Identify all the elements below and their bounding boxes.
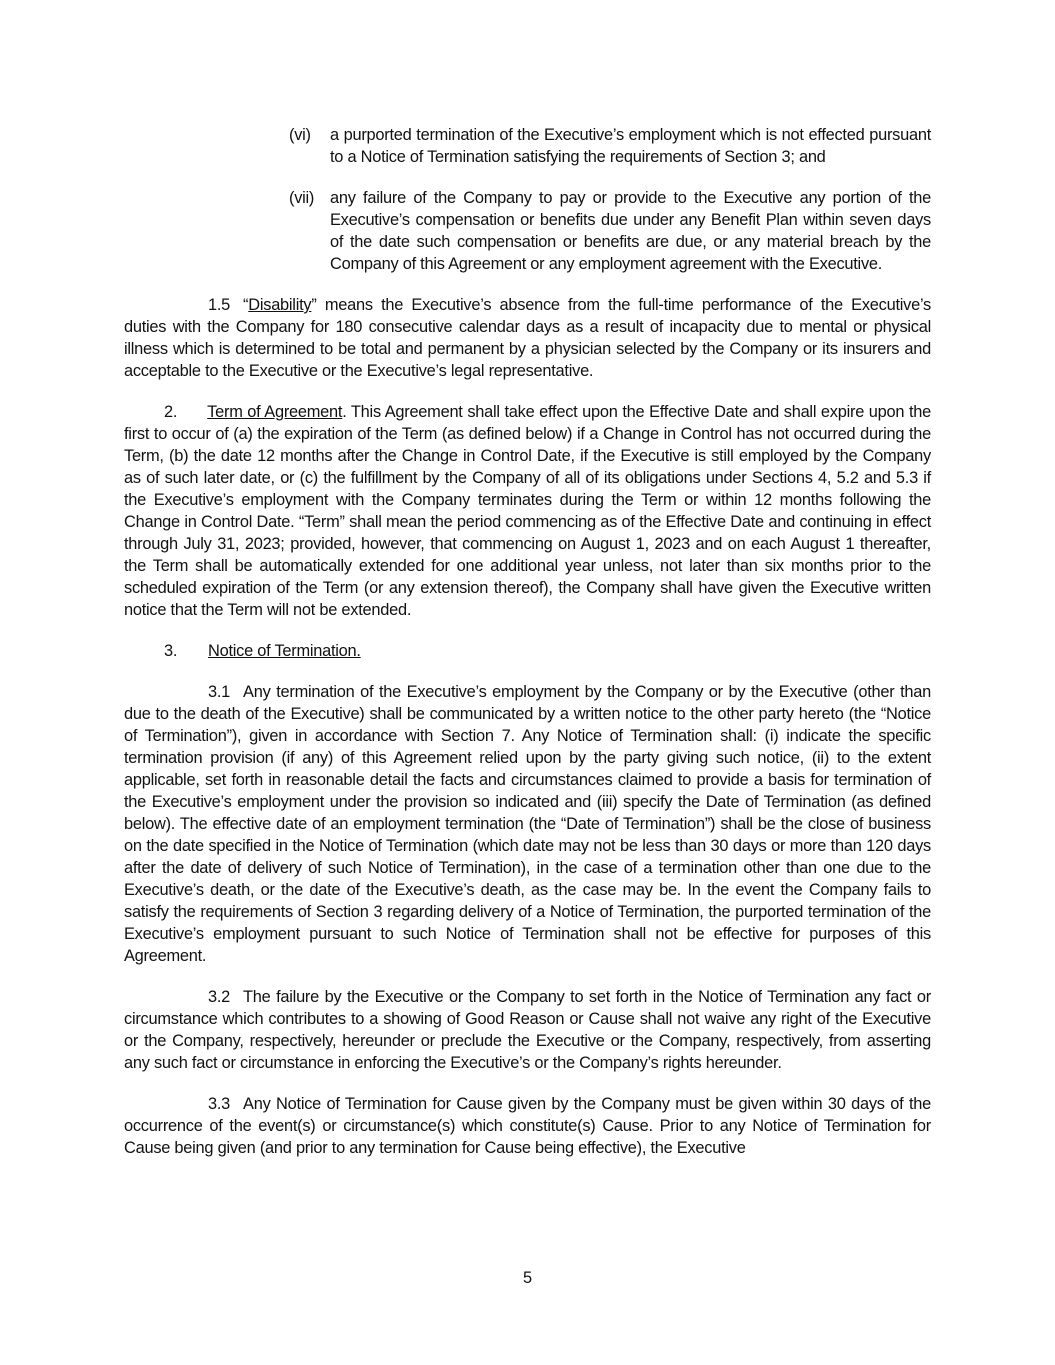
section-3-heading (164, 640, 931, 662)
defined-term: Disability (248, 296, 312, 314)
section-1-5-paragraph (124, 294, 931, 382)
section-number: 3.3 (208, 1095, 231, 1113)
section-2-paragraph (124, 401, 931, 621)
page-number: 5 (522, 1269, 533, 1287)
section-title: Term of Agreement (207, 403, 343, 421)
quote-close: ” (311, 296, 317, 314)
section-number: 3.1 (208, 683, 231, 701)
section-number: 1.5 (208, 296, 231, 314)
section-number: 3.2 (208, 988, 231, 1006)
section-title: Notice of Termination. (208, 642, 361, 660)
list-item-text: a purported termination of the Executive’s employment which is not effected pursuant to a Notice of Termination satisfying the requirements of Section 3; and (330, 126, 931, 166)
section-text: Any Notice of Termination for Cause given by the Company must be given within 30 days of the occurrence of the event(s) or circumstance(s) which constitute(s) Cause. Prior to any Notice of Termination for Cause being given (and prior to any termination for Cause being effective), the Executive (124, 1095, 931, 1157)
section-number: 2. (164, 403, 178, 421)
quote-open: “ (243, 296, 249, 314)
section-3-2-paragraph (124, 986, 931, 1074)
list-item-vi (124, 124, 931, 168)
section-3-1-paragraph (124, 681, 931, 967)
list-item-number: (vii) (289, 189, 315, 207)
document-page (124, 124, 931, 1178)
list-item-vii (124, 187, 931, 275)
section-3-3-paragraph (124, 1093, 931, 1159)
section-text: means the Executive’s absence from the full-time performance of the Executive’s duties with the Company for 180 consecutive calendar days as a result of incapacity due to mental or physical illness which is determined to be total and permanent by a physician selected by the Company or its insurers and acceptable to the Executive or the Executive’s legal representative. (124, 296, 931, 380)
section-number: 3. (164, 642, 178, 660)
section-text: The failure by the Executive or the Company to set forth in the Notice of Termination any fact or circumstance which contributes to a showing of Good Reason or Cause shall not waive any right of the Executive or the Company, respectively, hereunder or preclude the Executive or the Company, respectively, from asserting any such fact or circumstance in enforcing the Executive’s or the Company’s rights hereunder. (124, 988, 931, 1072)
list-item-number: (vi) (289, 126, 311, 144)
list-item-text: any failure of the Company to pay or provide to the Executive any portion of the Executive’s compensation or benefits due under any Benefit Plan within seven days of the date such compensation or benefits are due, or any material breach by the Company of this Agreement or any employment agreement with the Executive. (330, 189, 931, 273)
section-text: Any termination of the Executive’s employment by the Company or by the Executive (other than due to the death of the Executive) shall be communicated by a written notice to the other party hereto (the “Notice of Termination”), given in accordance with Section 7. Any Notice of Termination shall: (i) indicate the specific termination provision (if any) of this Agreement relied upon by the party giving such notice, (ii) to the extent applicable, set forth in reasonable detail the facts and circumstances claimed to provide a basis for termination of the Executive’s employment under the provision so indicated and (iii) specify the Date of Termination (as defined below). The effective date of an employment termination (the “Date of Termination”) shall be the close of business on the date specified in the Notice of Termination (which date may not be less than 30 days or more than 120 days after the date of delivery of such Notice of Termination), in the case of a termination other than one due to the Executive’s death, or the date of the Executive’s death, as the case may be. In the event the Company fails to satisfy the requirements of Section 3 regarding delivery of a Notice of Termination, the purported termination of the Executive’s employment pursuant to such Notice of Termination shall not be effective for purposes of this Agreement. (124, 683, 931, 965)
section-text: . This Agreement shall take effect upon the Effective Date and shall expire upon the first to occur of (a) the expiration of the Term (as defined below) if a Change in Control has not occurred during the Term, (b) the date 12 months after the Change in Control Date, if the Executive is still employed by the Company as of such later date, or (c) the fulfillment by the Company of all of its obligations under Sections 4, 5.2 and 5.3 if the Executive’s employment with the Company terminates during the Term or within 12 months following the Change in Control Date. “Term” shall mean the period commencing as of the Effective Date and continuing in effect through July 31, 2023; provided, however, that commencing on August 1, 2023 and on each August 1 thereafter, the Term shall be automatically extended for one additional year unless, not later than six months prior to the scheduled expiration of the Term (or any extension thereof), the Company shall have given the Executive written notice that the Term will not be extended. (124, 403, 931, 619)
